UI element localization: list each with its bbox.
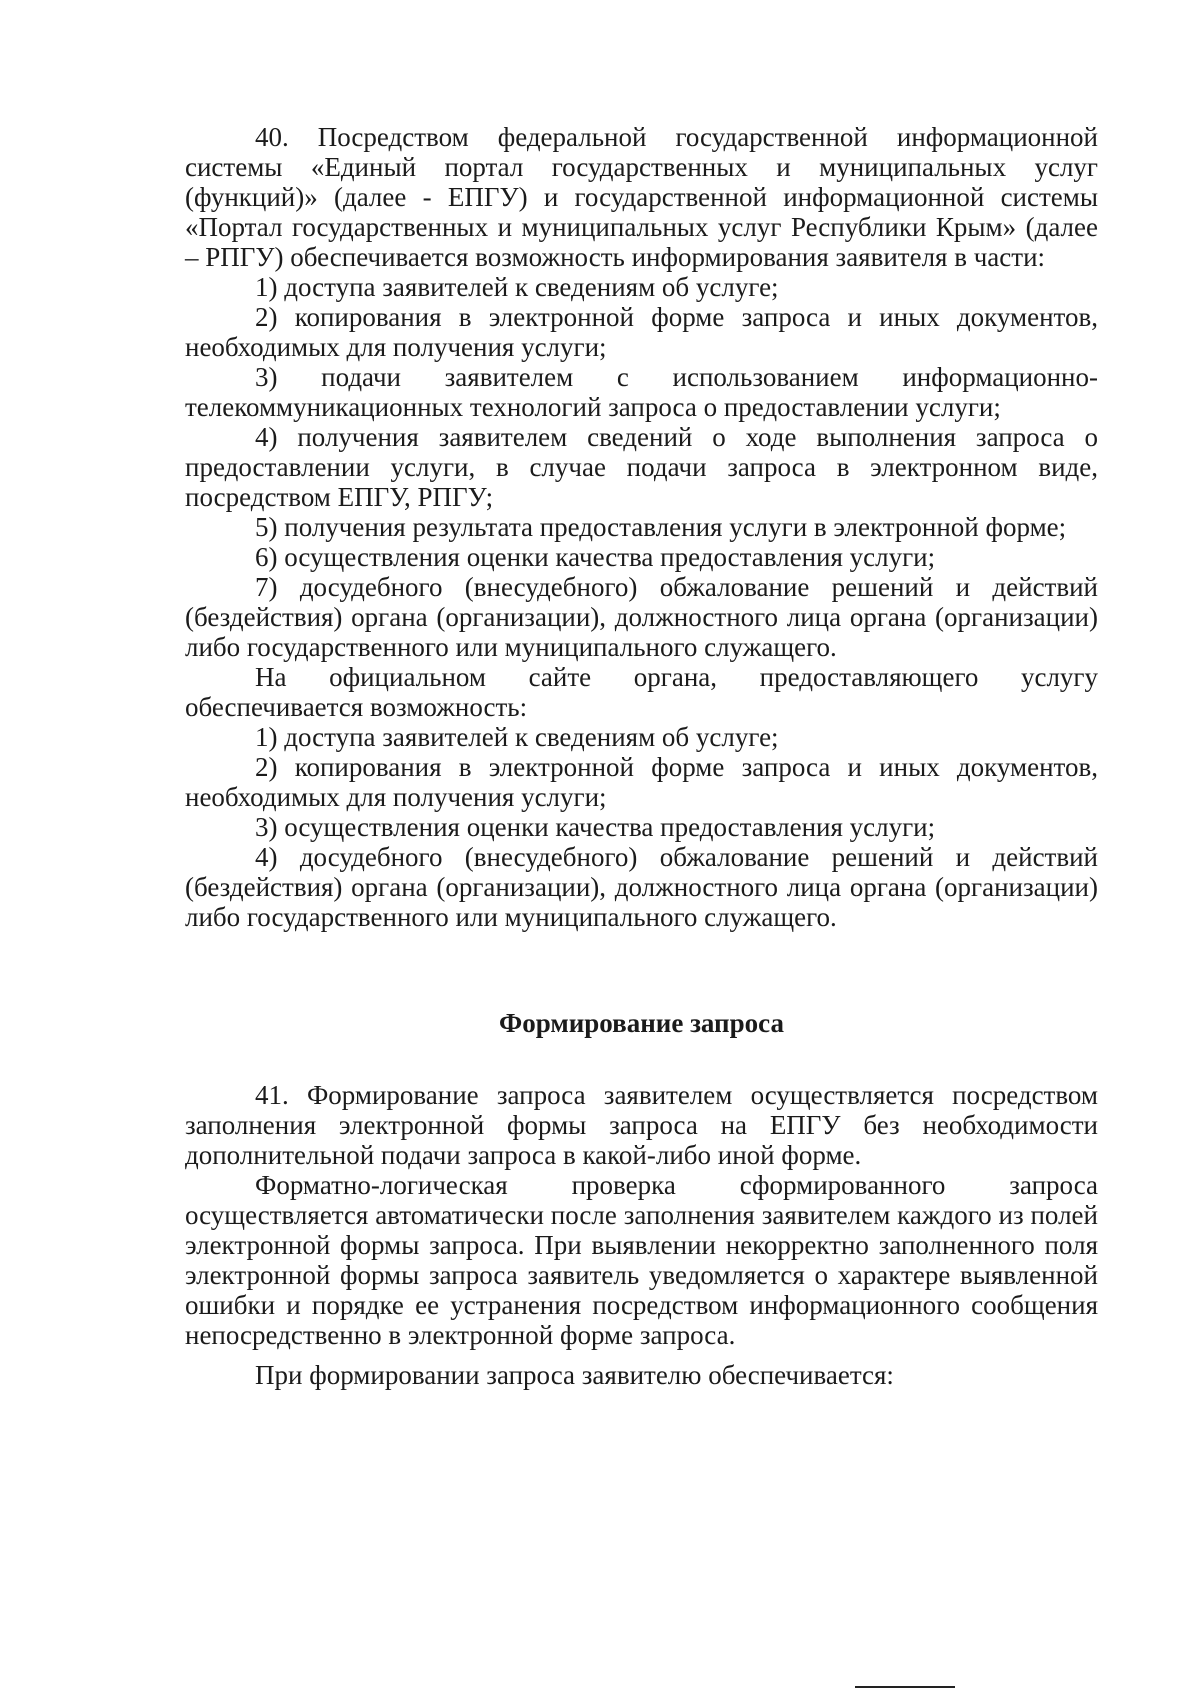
list-item: 2) копирования в электронной форме запроса и иных документов, необходимых для получения услуги; [185,752,1098,812]
paragraph-41: 41. Формирование запроса заявителем осуществляется посредством заполнения электронной формы запроса на ЕПГУ без необходимости дополнительной подачи запроса в какой-либо иной форме. [185,1080,1098,1170]
list-item: 4) досудебного (внесудебного) обжалование решений и действий (бездействия) органа (организации), должностного лица органа (организации) либо государственного или муниципального служащего. [185,842,1098,932]
list-item: 6) осуществления оценки качества предоставления услуги; [255,542,936,572]
list-item: 1) доступа заявителей к сведениям об услуге; [255,722,779,752]
section-title: Формирование запроса [499,1008,784,1038]
list-item: 5) получения результата предоставления услуги в электронной форме; [255,512,1067,542]
list-item: 7) досудебного (внесудебного) обжалование решений и действий (бездействия) органа (организации), должностного лица органа (организации) либо государственного или муниципального служащего. [185,572,1098,662]
paragraph-request-provision: При формировании запроса заявителю обеспечивается: [255,1360,894,1390]
list-item: 2) копирования в электронной форме запроса и иных документов, необходимых для получения услуги; [185,302,1098,362]
page-content [185,122,1098,1390]
list-item: 3) подачи заявителем с использованием информационно-телекоммуникационных технологий запроса о предоставлении услуги; [185,362,1098,422]
paragraph-format-check: Форматно-логическая проверка сформированного запроса осуществляется автоматически после заполнения заявителем каждого из полей электронной формы запроса. При выявлении некорректно заполненного поля электронной формы запроса заявитель уведомляется о характере выявленной ошибки и порядке ее устранения посредством информационного сообщения непосредственно в электронной форме запроса. [185,1170,1098,1350]
list-item: 3) осуществления оценки качества предоставления услуги; [255,812,936,842]
paragraph-gap [185,1350,1098,1360]
list-item: 1) доступа заявителей к сведениям об услуге; [255,272,779,302]
footer-rule [855,1686,955,1688]
list-item: 4) получения заявителем сведений о ходе выполнения запроса о предоставлении услуги, в случае подачи запроса в электронном виде, посредством ЕПГУ, РПГУ; [185,422,1098,512]
official-site-intro: На официальном сайте органа, предоставляющего услугу обеспечивается возможность: [185,662,1098,722]
paragraph-40-intro: 40. Посредством федеральной государственной информационной системы «Единый портал государственных и муниципальных услуг (функций)» (далее - ЕПГУ) и государственной информационной системы «Портал государственных и муниципальных услуг Республики Крым» (далее – РПГУ) обеспечивается возможность информирования заявителя в части: [185,122,1098,272]
